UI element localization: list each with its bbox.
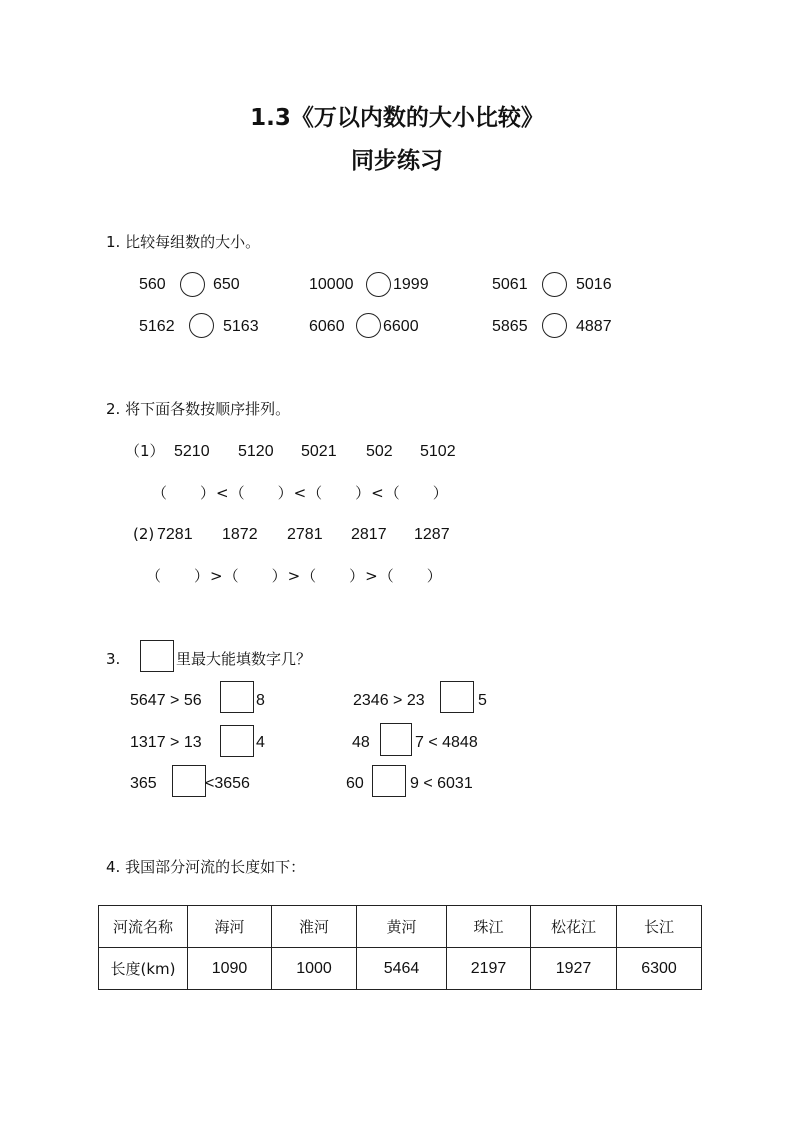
table-cell: 5464 — [357, 948, 447, 990]
table-header-cell: 黄河 — [357, 906, 447, 948]
table-cell: 2197 — [447, 948, 531, 990]
q4-heading: 4. 我国部分河流的长度如下： — [106, 858, 306, 876]
table-header-cell: 河流名称 — [99, 906, 188, 948]
q2-part1-label: （1） — [125, 442, 165, 460]
table-header-cell: 海河 — [188, 906, 272, 948]
answer-box[interactable] — [220, 725, 254, 757]
q3-left: 2346 > 23 — [353, 692, 425, 709]
q3-left: 1317 > 13 — [130, 734, 202, 751]
q2-num: 5210 — [174, 443, 210, 460]
compare-circle[interactable] — [542, 313, 567, 338]
river-length-table — [98, 905, 702, 990]
q2-answer-blank[interactable]: （ ）<（ ）<（ ）<（ ） — [152, 484, 449, 502]
answer-box[interactable] — [440, 681, 474, 713]
q1-num: 650 — [213, 276, 240, 293]
table-header-cell: 长江 — [617, 906, 702, 948]
q1-num: 5016 — [576, 276, 612, 293]
page-title: 1.3《万以内数的大小比较》 — [250, 105, 544, 131]
q1-num: 5061 — [492, 276, 528, 293]
table-cell: 1090 — [188, 948, 272, 990]
q1-num: 4887 — [576, 318, 612, 335]
q1-num: 6600 — [383, 318, 419, 335]
q2-num: 5102 — [420, 443, 456, 460]
q3-right: 5 — [478, 692, 487, 709]
q3-left: 365 — [130, 775, 157, 792]
page-subtitle: 同步练习 — [351, 148, 443, 174]
compare-circle[interactable] — [542, 272, 567, 297]
answer-box[interactable] — [372, 765, 406, 797]
q2-part2-label: (2) — [133, 525, 155, 543]
q1-num: 6060 — [309, 318, 345, 335]
table-header-cell: 松花江 — [531, 906, 617, 948]
q3-left: 60 — [346, 775, 364, 792]
q2-answer-blank[interactable]: （ ）>（ ）>（ ）>（ ） — [146, 567, 443, 585]
compare-circle[interactable] — [366, 272, 391, 297]
q2-num: 2781 — [287, 526, 323, 543]
q3-right: <3656 — [205, 775, 250, 792]
q2-num: 1872 — [222, 526, 258, 543]
compare-circle[interactable] — [180, 272, 205, 297]
table-cell: 长度(km) — [99, 948, 188, 990]
compare-circle[interactable] — [356, 313, 381, 338]
q2-heading: 2. 将下面各数按顺序排列。 — [106, 400, 291, 418]
q2-num: 5021 — [301, 443, 337, 460]
q1-heading: 1. 比较每组数的大小。 — [106, 233, 261, 251]
q1-num: 1999 — [393, 276, 429, 293]
table-header-row — [99, 906, 702, 948]
q3-left: 5647 > 56 — [130, 692, 202, 709]
table-cell: 1000 — [272, 948, 357, 990]
compare-circle[interactable] — [189, 313, 214, 338]
q3-heading: 里最大能填数字几？ — [176, 650, 312, 668]
q3-right: 7 < 4848 — [415, 734, 478, 751]
answer-box[interactable] — [172, 765, 206, 797]
q1-num: 5865 — [492, 318, 528, 335]
q3-right: 8 — [256, 692, 265, 709]
q1-num: 5163 — [223, 318, 259, 335]
table-row — [99, 948, 702, 990]
answer-box[interactable] — [380, 723, 412, 756]
q3-right: 4 — [256, 734, 265, 751]
table-header-cell: 淮河 — [272, 906, 357, 948]
answer-box[interactable] — [220, 681, 254, 713]
q2-num: 2817 — [351, 526, 387, 543]
q2-num: 502 — [366, 443, 393, 460]
answer-box-example — [140, 640, 174, 672]
q2-num: 1287 — [414, 526, 450, 543]
q3-left: 48 — [352, 734, 370, 751]
q1-num: 10000 — [309, 276, 354, 293]
q1-num: 5162 — [139, 318, 175, 335]
q3-right: 9 < 6031 — [410, 775, 473, 792]
q1-num: 560 — [139, 276, 166, 293]
table-header-cell: 珠江 — [447, 906, 531, 948]
q3-number: 3. — [106, 650, 121, 668]
table-cell: 6300 — [617, 948, 702, 990]
q2-num: 5120 — [238, 443, 274, 460]
q2-num: 7281 — [157, 526, 193, 543]
table-cell: 1927 — [531, 948, 617, 990]
